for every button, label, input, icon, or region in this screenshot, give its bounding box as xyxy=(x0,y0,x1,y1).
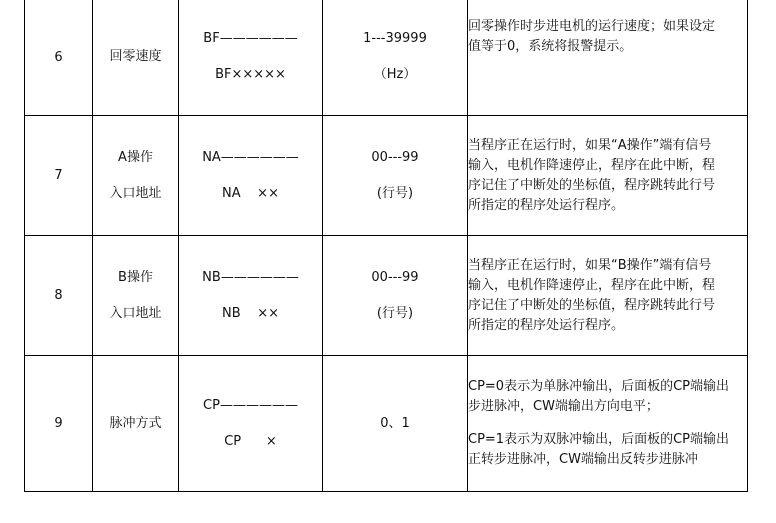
param-code xyxy=(179,236,323,356)
description-line: 序记住了中断处的坐标值，程序跳转此行号 xyxy=(468,297,716,313)
range-line: 0、1 xyxy=(380,415,410,431)
table-row xyxy=(25,116,748,236)
param-code xyxy=(179,116,323,236)
code-line: NA—————— xyxy=(202,149,299,165)
param-name xyxy=(93,356,179,492)
row-number: 6 xyxy=(25,0,93,116)
row-number: 8 xyxy=(25,236,93,356)
param-name-line: 回零速度 xyxy=(109,49,162,64)
param-range xyxy=(323,116,468,236)
description-line: 当程序正在运行时，如果“B操作”端有信号 xyxy=(468,257,712,273)
range-line: 00---99 xyxy=(371,149,419,165)
row-number: 9 xyxy=(25,356,93,492)
code-line: CP—————— xyxy=(203,397,298,413)
param-name-line: 入口地址 xyxy=(109,185,162,201)
param-description xyxy=(468,236,748,356)
description-line: 当程序正在运行时，如果“A操作”端有信号 xyxy=(468,137,712,153)
table-row xyxy=(25,0,748,116)
parameter-table xyxy=(24,0,748,492)
param-range xyxy=(323,356,468,492)
description-line: 正转步进脉冲，CW端输出反转步进脉冲 xyxy=(468,452,698,467)
param-name-line: A操作 xyxy=(118,149,153,165)
param-name xyxy=(93,236,179,356)
code-line: BF—————— xyxy=(203,31,298,46)
range-line: (行号) xyxy=(376,185,414,201)
table-row xyxy=(25,236,748,356)
param-description xyxy=(468,116,748,236)
code-line: NA ×× xyxy=(222,185,279,201)
param-name-line: B操作 xyxy=(118,269,153,285)
param-description xyxy=(468,356,748,492)
paragraph-gap xyxy=(468,417,747,430)
param-name-line: 脉冲方式 xyxy=(109,415,162,431)
param-name xyxy=(93,116,179,236)
description-line: CP=0表示为单脉冲输出，后面板的CP端输出 xyxy=(468,379,729,394)
description-line: 所指定的程序处运行程序。 xyxy=(468,317,625,333)
description-line: 回零操作时步进电机的运行速度；如果设定 xyxy=(468,19,716,34)
description-line: 序记住了中断处的坐标值，程序跳转此行号 xyxy=(468,177,716,193)
param-code xyxy=(179,0,323,116)
row-number: 7 xyxy=(25,116,93,236)
param-code xyxy=(179,356,323,492)
range-line: （Hz） xyxy=(373,67,417,82)
code-line: CP × xyxy=(224,433,277,449)
table-row xyxy=(25,356,748,492)
description-line: CP=1表示为双脉冲输出，后面板的CP端输出 xyxy=(468,432,729,447)
description-line: 输入，电机作降速停止，程序在此中断，程 xyxy=(468,157,716,173)
range-line: 1---39999 xyxy=(363,31,427,46)
range-line: 00---99 xyxy=(371,269,419,285)
description-line: 所指定的程序处运行程序。 xyxy=(468,197,625,213)
param-range xyxy=(323,0,468,116)
code-line: BF××××× xyxy=(215,67,286,82)
description-line: 值等于0，系统将报警提示。 xyxy=(468,39,633,54)
range-line: (行号) xyxy=(376,305,414,321)
code-line: NB—————— xyxy=(202,269,299,285)
param-name-line: 入口地址 xyxy=(109,305,162,321)
description-line: 步进脉冲，CW端输出方向电平； xyxy=(468,399,659,414)
param-description xyxy=(468,0,748,116)
code-line: NB ×× xyxy=(222,305,279,321)
param-name xyxy=(93,0,179,116)
description-line: 输入，电机作降速停止，程序在此中断，程 xyxy=(468,277,716,293)
param-range xyxy=(323,236,468,356)
